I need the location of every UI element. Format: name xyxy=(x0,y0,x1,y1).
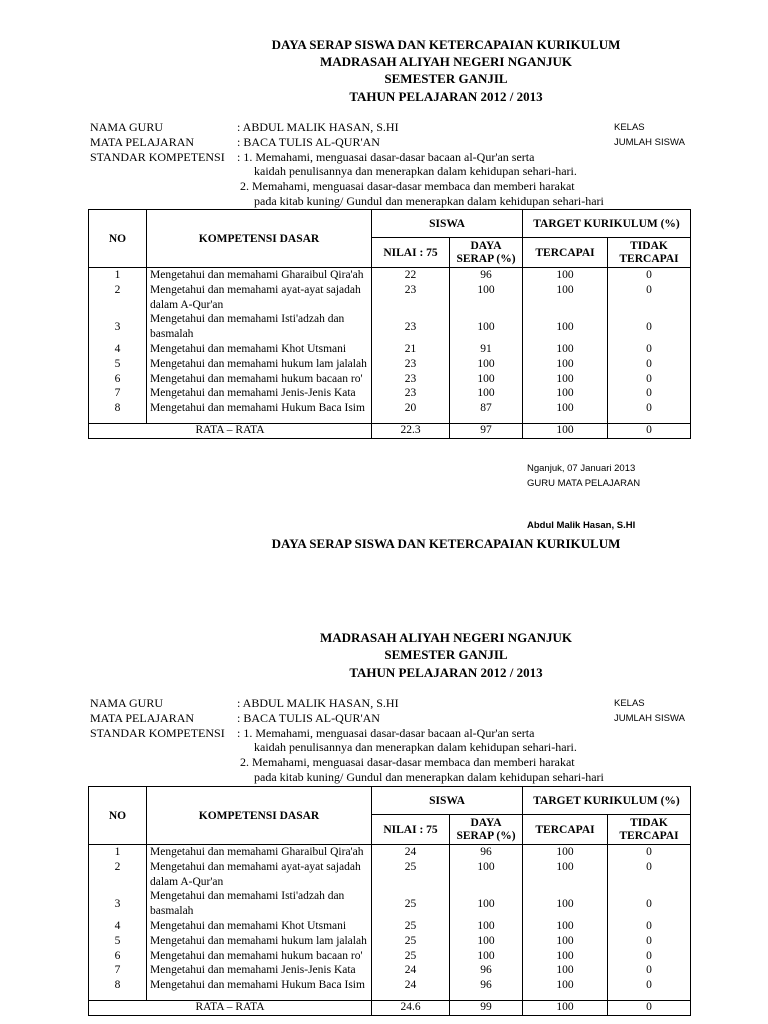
value-nama-guru: : ABDUL MALIK HASAN, S.HI xyxy=(237,120,399,134)
table-cell: 24 xyxy=(372,845,450,860)
table-row xyxy=(89,372,691,387)
table-cell: 25 xyxy=(372,919,450,934)
table-cell: 91 xyxy=(450,342,523,357)
table-cell: 25 xyxy=(372,934,450,949)
table-cell: 24.6 xyxy=(372,1000,450,1015)
table-cell: 100 xyxy=(523,342,608,357)
header-nilai: NILAI : 75 xyxy=(372,238,450,268)
table-row xyxy=(89,401,691,416)
table-row xyxy=(89,268,691,283)
standar-1a: : 1. Memahami, menguasai dasar-dasar bacaan al-Qur'an serta xyxy=(237,726,535,740)
table-cell: 2 xyxy=(89,283,147,313)
table-cell: 0 xyxy=(608,268,691,283)
table-cell: 0 xyxy=(608,934,691,949)
table-cell: 7 xyxy=(89,963,147,978)
table-cell: 96 xyxy=(450,963,523,978)
table-cell: 25 xyxy=(372,860,450,890)
table-cell: 0 xyxy=(608,1000,691,1015)
table-row xyxy=(89,845,691,860)
table-cell: 100 xyxy=(523,860,608,890)
table-cell: Mengetahui dan memahami ayat-ayat sajadah dalam A-Qur'an xyxy=(147,283,372,313)
table-cell: 3 xyxy=(89,312,147,342)
report-title: DAYA SERAP SISWA DAN KETERCAPAIAN KURIKULUM xyxy=(271,37,621,52)
header-tercapai: TERCAPAI xyxy=(523,238,608,268)
table-cell: 0 xyxy=(608,845,691,860)
table-cell: Mengetahui dan memahami hukum lam jalalah xyxy=(147,357,372,372)
table-cell: 25 xyxy=(372,949,450,964)
table-cell: 100 xyxy=(450,949,523,964)
table-cell: 100 xyxy=(450,934,523,949)
label-nama-guru: NAMA GURU xyxy=(90,696,164,710)
table-cell: 23 xyxy=(372,283,450,313)
table-cell: 5 xyxy=(89,357,147,372)
average-row xyxy=(89,1000,691,1015)
table-cell: 100 xyxy=(450,312,523,342)
table-row xyxy=(89,978,691,993)
table-cell: 96 xyxy=(450,268,523,283)
table-cell: 100 xyxy=(450,357,523,372)
table-cell: 24 xyxy=(372,963,450,978)
table-cell: 23 xyxy=(372,357,450,372)
semester: SEMESTER GANJIL xyxy=(384,71,508,86)
table-row xyxy=(89,860,691,890)
table-cell: 100 xyxy=(523,386,608,401)
header-no: NO xyxy=(89,787,147,845)
table-cell: 0 xyxy=(608,978,691,993)
table-row xyxy=(89,386,691,401)
table-row xyxy=(89,342,691,357)
table-cell: Mengetahui dan memahami Khot Utsmani xyxy=(147,919,372,934)
table-cell: 0 xyxy=(608,889,691,919)
table-cell: 100 xyxy=(523,357,608,372)
table-cell: 6 xyxy=(89,372,147,387)
competency-table xyxy=(88,209,691,439)
table-cell: 100 xyxy=(450,860,523,890)
standar-2a: 2. Memahami, menguasai dasar-dasar membaca dan memberi harakat xyxy=(240,755,575,769)
header-target: TARGET KURIKULUM (%) xyxy=(523,787,691,815)
competency-table xyxy=(88,786,691,1016)
label-kelas: KELAS xyxy=(614,122,645,133)
label-mata-pelajaran: MATA PELAJARAN xyxy=(90,711,195,725)
table-cell: 20 xyxy=(372,401,450,416)
table-cell: Mengetahui dan memahami Gharaibul Qira'ah xyxy=(147,845,372,860)
table-cell: Mengetahui dan memahami Hukum Baca Isim xyxy=(147,401,372,416)
table-cell: 5 xyxy=(89,934,147,949)
table-cell: 96 xyxy=(450,845,523,860)
table-cell: 21 xyxy=(372,342,450,357)
table-cell: 100 xyxy=(523,845,608,860)
table-cell: 100 xyxy=(523,949,608,964)
header-daya-serap: DAYA SERAP (%) xyxy=(450,238,523,268)
table-cell: 22 xyxy=(372,268,450,283)
academic-year: TAHUN PELAJARAN 2012 / 2013 xyxy=(349,665,543,680)
academic-year: TAHUN PELAJARAN 2012 / 2013 xyxy=(349,89,543,104)
table-cell: 6 xyxy=(89,949,147,964)
table-cell: 8 xyxy=(89,978,147,993)
table-cell: 7 xyxy=(89,386,147,401)
semester: SEMESTER GANJIL xyxy=(384,647,508,662)
table-cell: 0 xyxy=(608,342,691,357)
standar-1b: kaidah penulisannya dan menerapkan dalam kehidupan sehari-hari. xyxy=(254,740,577,754)
standar-1b: kaidah penulisannya dan menerapkan dalam kehidupan sehari-hari. xyxy=(254,164,577,178)
place-date: Nganjuk, 07 Januari 2013 xyxy=(527,463,636,474)
table-cell: 1 xyxy=(89,268,147,283)
table-cell: 100 xyxy=(523,423,608,438)
table-cell: 0 xyxy=(608,919,691,934)
table-cell: 4 xyxy=(89,919,147,934)
label-nama-guru: NAMA GURU xyxy=(90,120,164,134)
table-cell: 0 xyxy=(608,312,691,342)
report-title: DAYA SERAP SISWA DAN KETERCAPAIAN KURIKULUM xyxy=(271,536,621,551)
table-cell: 0 xyxy=(608,357,691,372)
table-row xyxy=(89,934,691,949)
header-no: NO xyxy=(89,210,147,268)
school-name: MADRASAH ALIYAH NEGERI NGANJUK xyxy=(320,630,572,645)
signer-role: GURU MATA PELAJARAN xyxy=(527,478,641,489)
table-cell: 100 xyxy=(450,386,523,401)
average-label: RATA – RATA xyxy=(89,423,372,438)
table-cell: 2 xyxy=(89,860,147,890)
table-cell: 100 xyxy=(523,934,608,949)
table-cell: 100 xyxy=(523,919,608,934)
table-cell: 25 xyxy=(372,889,450,919)
table-cell: 3 xyxy=(89,889,147,919)
label-standar-kompetensi: STANDAR KOMPETENSI xyxy=(90,726,225,740)
table-cell: 23 xyxy=(372,386,450,401)
table-row xyxy=(89,949,691,964)
standar-1a: : 1. Memahami, menguasai dasar-dasar bacaan al-Qur'an serta xyxy=(237,150,535,164)
table-cell: Mengetahui dan memahami Jenis-Jenis Kata xyxy=(147,386,372,401)
table-cell: Mengetahui dan memahami hukum bacaan ro' xyxy=(147,372,372,387)
table-row xyxy=(89,919,691,934)
table-cell: 100 xyxy=(523,283,608,313)
table-cell: 100 xyxy=(450,283,523,313)
table-cell: 97 xyxy=(450,423,523,438)
header-siswa: SISWA xyxy=(372,210,523,238)
header-tercapai: TERCAPAI xyxy=(523,815,608,845)
table-cell: 0 xyxy=(608,949,691,964)
table-cell: 4 xyxy=(89,342,147,357)
header-tidak-tercapai: TIDAK TERCAPAI xyxy=(608,238,691,268)
table-cell: 23 xyxy=(372,312,450,342)
table-cell: 22.3 xyxy=(372,423,450,438)
table-row xyxy=(89,889,691,919)
table-cell: 100 xyxy=(523,978,608,993)
table-cell: Mengetahui dan memahami Isti'adzah dan basmalah xyxy=(147,312,372,342)
table-cell: 0 xyxy=(608,423,691,438)
average-row xyxy=(89,423,691,438)
table-cell: Mengetahui dan memahami Khot Utsmani xyxy=(147,342,372,357)
average-label: RATA – RATA xyxy=(89,1000,372,1015)
table-cell: 0 xyxy=(608,386,691,401)
header-kompetensi: KOMPETENSI DASAR xyxy=(147,210,372,268)
table-cell: 100 xyxy=(523,401,608,416)
table-cell: 23 xyxy=(372,372,450,387)
table-cell: 87 xyxy=(450,401,523,416)
label-jumlah-siswa: JUMLAH SISWA xyxy=(614,713,685,724)
header-tidak-tercapai: TIDAK TERCAPAI xyxy=(608,815,691,845)
value-mata-pelajaran: : BACA TULIS AL-QUR'AN xyxy=(237,135,380,149)
table-cell: 100 xyxy=(450,889,523,919)
table-cell: 100 xyxy=(450,919,523,934)
table-cell: Mengetahui dan memahami Jenis-Jenis Kata xyxy=(147,963,372,978)
table-cell: 100 xyxy=(450,372,523,387)
table-cell: 0 xyxy=(608,283,691,313)
value-nama-guru: : ABDUL MALIK HASAN, S.HI xyxy=(237,696,399,710)
table-cell: 8 xyxy=(89,401,147,416)
standar-2a: 2. Memahami, menguasai dasar-dasar membaca dan memberi harakat xyxy=(240,179,575,193)
table-cell: 100 xyxy=(523,268,608,283)
header-daya-serap: DAYA SERAP (%) xyxy=(450,815,523,845)
table-row xyxy=(89,963,691,978)
table-cell: 0 xyxy=(608,860,691,890)
table-cell: 99 xyxy=(450,1000,523,1015)
table-cell: 0 xyxy=(608,372,691,387)
table-cell: 96 xyxy=(450,978,523,993)
table-cell: 1 xyxy=(89,845,147,860)
table-cell: 0 xyxy=(608,401,691,416)
table-cell: Mengetahui dan memahami ayat-ayat sajadah dalam A-Qur'an xyxy=(147,860,372,890)
table-row xyxy=(89,283,691,313)
table-cell: Mengetahui dan memahami Hukum Baca Isim xyxy=(147,978,372,993)
label-jumlah-siswa: JUMLAH SISWA xyxy=(614,137,685,148)
table-cell: Mengetahui dan memahami hukum bacaan ro' xyxy=(147,949,372,964)
table-cell: 100 xyxy=(523,372,608,387)
label-standar-kompetensi: STANDAR KOMPETENSI xyxy=(90,150,225,164)
value-mata-pelajaran: : BACA TULIS AL-QUR'AN xyxy=(237,711,380,725)
table-row xyxy=(89,357,691,372)
table-row xyxy=(89,312,691,342)
standar-2b: pada kitab kuning/ Gundul dan menerapkan dalam kehidupan sehari-hari xyxy=(254,770,604,784)
table-cell: 24 xyxy=(372,978,450,993)
table-cell: Mengetahui dan memahami hukum lam jalalah xyxy=(147,934,372,949)
signer-name: Abdul Malik Hasan, S.HI xyxy=(527,520,636,531)
header-nilai: NILAI : 75 xyxy=(372,815,450,845)
label-mata-pelajaran: MATA PELAJARAN xyxy=(90,135,195,149)
label-kelas: KELAS xyxy=(614,698,645,709)
standar-2b: pada kitab kuning/ Gundul dan menerapkan dalam kehidupan sehari-hari xyxy=(254,194,604,208)
table-cell: 100 xyxy=(523,1000,608,1015)
school-name: MADRASAH ALIYAH NEGERI NGANJUK xyxy=(320,54,572,69)
table-cell: 100 xyxy=(523,963,608,978)
table-cell: 100 xyxy=(523,889,608,919)
table-cell: Mengetahui dan memahami Gharaibul Qira'ah xyxy=(147,268,372,283)
header-siswa: SISWA xyxy=(372,787,523,815)
table-cell: 0 xyxy=(608,963,691,978)
table-cell: 100 xyxy=(523,312,608,342)
table-cell: Mengetahui dan memahami Isti'adzah dan basmalah xyxy=(147,889,372,919)
header-kompetensi: KOMPETENSI DASAR xyxy=(147,787,372,845)
header-target: TARGET KURIKULUM (%) xyxy=(523,210,691,238)
